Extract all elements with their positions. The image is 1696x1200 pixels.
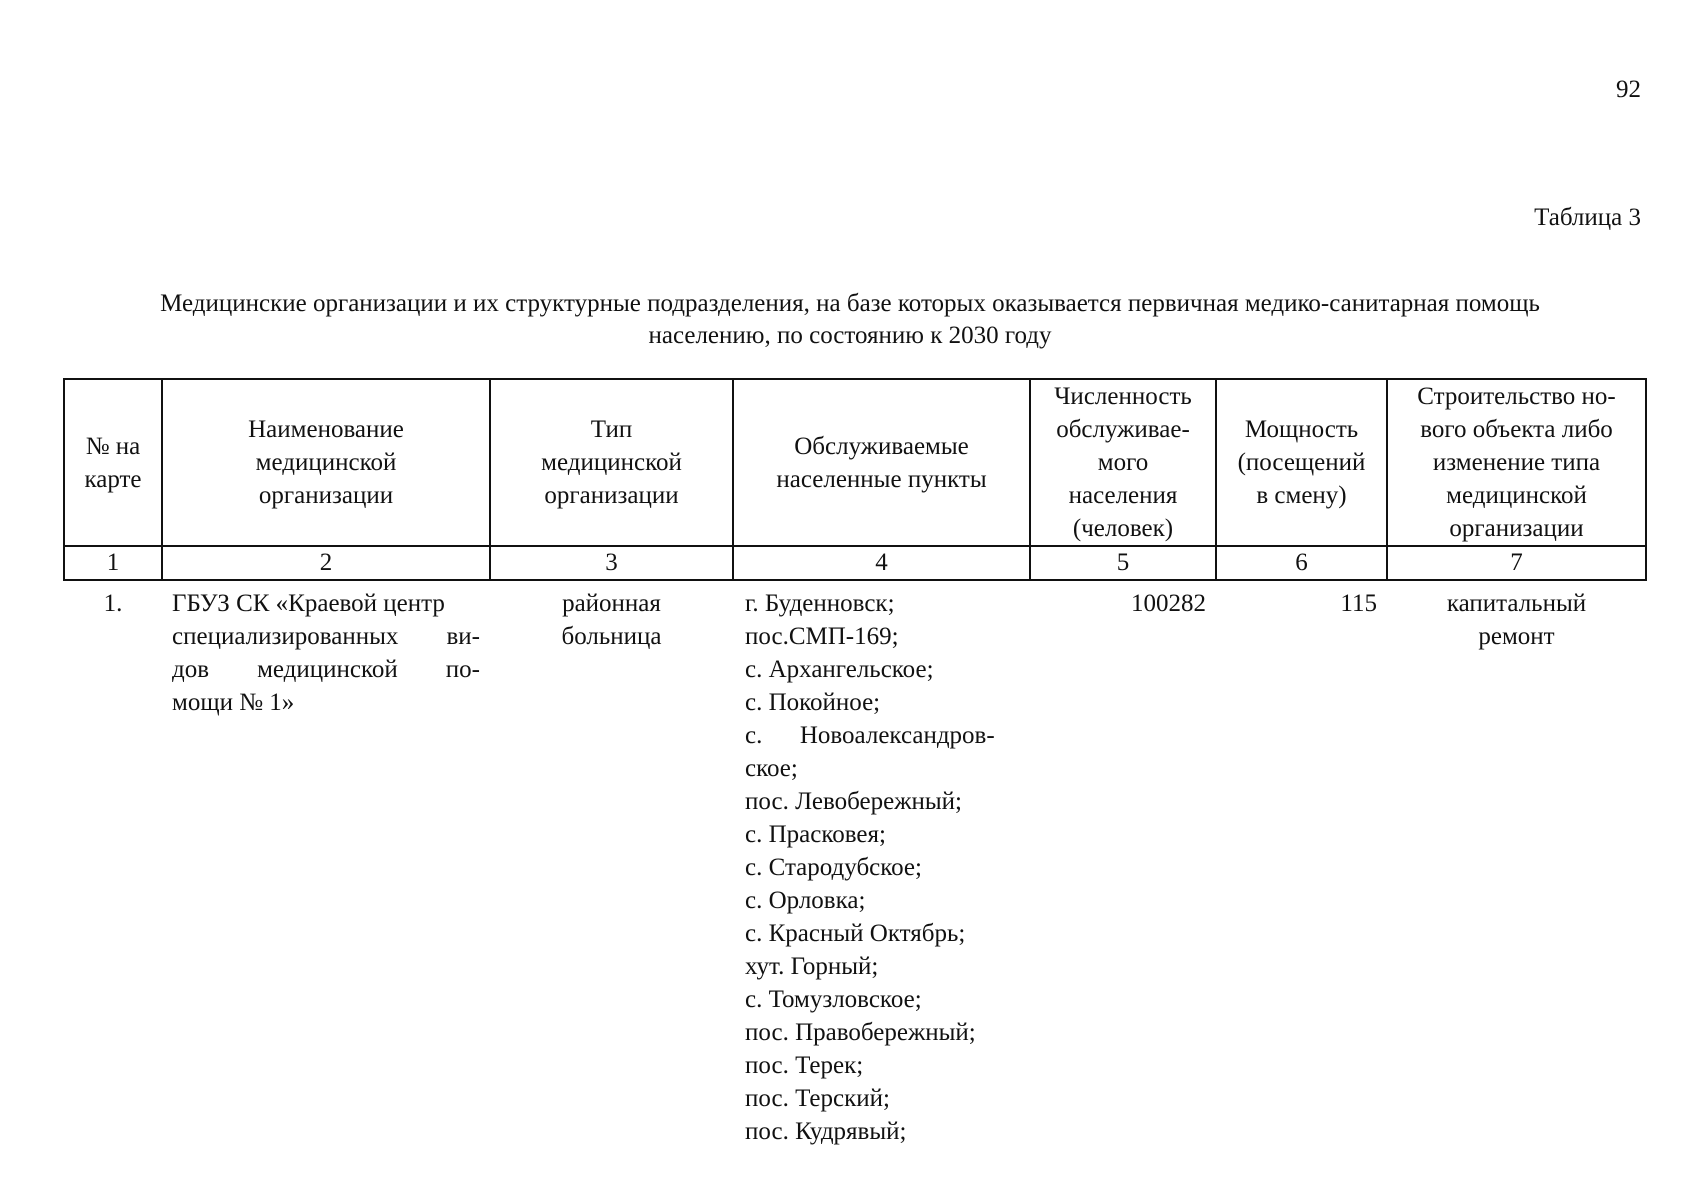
column-number: 6	[1216, 546, 1387, 580]
settlement-item: с. Томузловское;	[745, 986, 922, 1013]
document-title-line: населению, по состоянию к 2030 году	[648, 322, 1052, 349]
settlement-item: с. Архангельское;	[745, 656, 934, 683]
table-row	[64, 580, 1646, 1148]
cell-settlements	[733, 580, 1030, 1148]
settlement-item: пос. Правобережный;	[745, 1019, 976, 1046]
header-line: Мощность	[1244, 416, 1359, 443]
header-map-number	[64, 379, 162, 546]
construction-line: ремонт	[1478, 623, 1555, 650]
cell-capacity: 115	[1340, 590, 1377, 617]
header-line: Обслуживаемые	[794, 432, 969, 460]
header-line: организации	[544, 482, 679, 509]
cell-construction	[1387, 580, 1646, 1148]
type-line: районная	[562, 590, 661, 617]
header-construction	[1387, 379, 1646, 546]
header-line: мого	[1097, 449, 1149, 476]
header-organization-type	[490, 379, 733, 546]
header-line: медицинской	[1446, 482, 1587, 509]
header-line: вого объекта либо	[1420, 416, 1613, 443]
settlement-item: ское;	[745, 755, 798, 782]
header-line: в смену)	[1256, 482, 1347, 509]
header-line: изменение типа	[1432, 449, 1601, 476]
table-header	[64, 379, 1646, 580]
settlement-item: с. Прасковея;	[745, 821, 886, 848]
header-population	[1030, 379, 1216, 546]
settlement-item: с. Покойное;	[745, 689, 881, 716]
table-label: Таблица 3	[1534, 204, 1641, 231]
name-line: мощи № 1»	[172, 689, 295, 716]
settlement-item: с. Красный Октябрь;	[745, 920, 966, 947]
settlement-item: с. Новоалександров-	[745, 722, 995, 749]
settlement-item: пос. Терский;	[745, 1085, 890, 1112]
name-line: специализированных ви-	[172, 623, 480, 650]
document-title-line: Медицинские организации и их структурные подразделения, на базе которых оказывается первичная медико-санитарная помощь	[160, 290, 1540, 317]
name-line: ГБУЗ СК «Краевой центр	[172, 590, 445, 617]
header-line: Численность	[1054, 383, 1192, 410]
column-number: 2	[162, 546, 490, 580]
column-number-row	[64, 546, 1646, 580]
header-line: населения	[1068, 482, 1178, 509]
settlement-item: пос. Терек;	[745, 1052, 864, 1079]
column-number: 7	[1387, 546, 1646, 580]
page-number: 92	[1616, 76, 1641, 103]
column-number: 5	[1030, 546, 1216, 580]
header-row	[64, 379, 1646, 546]
header-line: Наименование	[248, 416, 404, 443]
name-line: дов медицинской по-	[172, 656, 480, 683]
column-number: 4	[733, 546, 1030, 580]
cell-organization-type	[490, 580, 733, 1148]
cell-organization-name	[162, 580, 490, 1148]
settlement-item: пос. Кудрявый;	[745, 1118, 907, 1145]
header-line: организации	[1449, 515, 1584, 542]
header-organization-name	[162, 379, 490, 546]
document-title	[60, 288, 1640, 352]
header-line: организации	[258, 482, 394, 509]
settlement-item: с. Стародубское;	[745, 854, 922, 881]
header-line: Тип	[590, 416, 633, 443]
header-line: обслуживае-	[1056, 416, 1190, 443]
header-line: (человек)	[1072, 515, 1174, 542]
medical-organizations-table	[63, 378, 1647, 1148]
header-line: населенные пункты	[776, 465, 987, 493]
construction-line: капитальный	[1446, 590, 1587, 617]
header-capacity	[1216, 379, 1387, 546]
column-number: 1	[64, 546, 162, 580]
cell-map-number: 1.	[103, 590, 123, 617]
settlement-item: г. Буденновск;	[745, 590, 895, 617]
settlement-item: с. Орловка;	[745, 887, 866, 914]
table-body	[64, 580, 1646, 1148]
header-line: медицинской	[255, 449, 397, 476]
header-line: (посещений	[1237, 449, 1366, 476]
header-line: № на	[85, 432, 141, 460]
column-number: 3	[490, 546, 733, 580]
type-line: больница	[561, 623, 662, 650]
settlement-item: пос.СМП-169;	[745, 623, 899, 650]
settlement-item: пос. Левобережный;	[745, 788, 962, 815]
header-line: медицинской	[541, 449, 682, 476]
header-line: карте	[84, 465, 142, 493]
header-line: Строительство но-	[1417, 383, 1616, 410]
cell-population: 100282	[1131, 590, 1206, 617]
settlement-item: хут. Горный;	[745, 953, 879, 980]
header-settlements	[733, 379, 1030, 546]
